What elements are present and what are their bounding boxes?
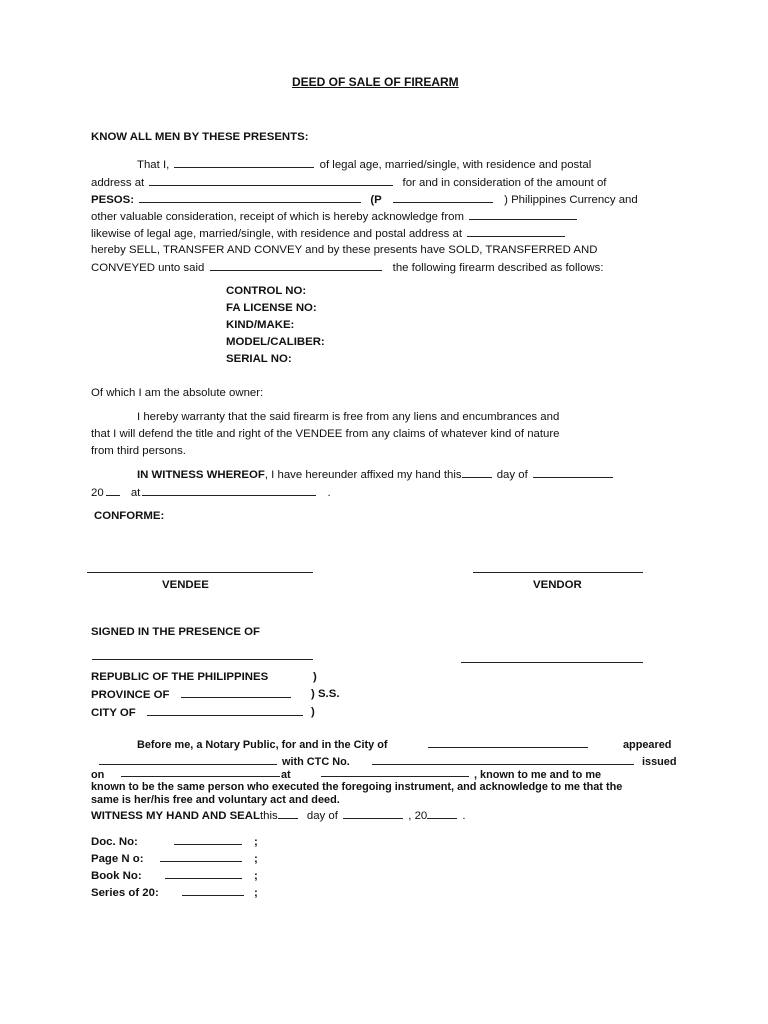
page-no-label: Page N o: bbox=[91, 853, 144, 865]
text: other valuable consideration, receipt of which is hereby acknowledge from bbox=[91, 211, 464, 223]
notary-issued: issued bbox=[642, 756, 677, 768]
notary-appeared: appeared bbox=[623, 739, 672, 751]
p1-line7 bbox=[91, 260, 604, 275]
notary-line3-end: , known to me and to me bbox=[474, 769, 602, 781]
text: . bbox=[462, 810, 466, 822]
witness-place-blank[interactable] bbox=[142, 485, 316, 496]
amount-words-blank[interactable] bbox=[139, 192, 361, 203]
text: CONVEYED unto said bbox=[91, 262, 205, 274]
series-end: ; bbox=[254, 887, 258, 899]
notary-day-blank[interactable] bbox=[278, 808, 298, 819]
witness1-signature-line[interactable] bbox=[92, 659, 313, 660]
seller-address-blank[interactable] bbox=[149, 175, 393, 186]
text: day of bbox=[496, 469, 528, 481]
book-no-end: ; bbox=[254, 870, 258, 882]
ss-label: ) S.S. bbox=[311, 688, 340, 700]
series-label: Series of 20: bbox=[91, 887, 159, 899]
conforme-label: CONFORME: bbox=[94, 510, 165, 522]
text: 20 bbox=[91, 487, 104, 499]
text: of legal age, married/single, with residence and postal bbox=[319, 159, 592, 171]
series-blank[interactable] bbox=[182, 885, 244, 896]
witness-year-blank[interactable] bbox=[106, 485, 120, 496]
book-no-blank[interactable] bbox=[165, 868, 242, 879]
province-label: PROVINCE OF bbox=[91, 689, 170, 701]
city-row bbox=[91, 705, 305, 720]
notary-witness-row bbox=[91, 808, 466, 823]
vendor-label: VENDOR bbox=[533, 579, 582, 591]
province-blank[interactable] bbox=[181, 687, 291, 698]
doc-no-blank[interactable] bbox=[174, 834, 242, 845]
book-no-label: Book No: bbox=[91, 870, 142, 882]
notary-ctc-label: with CTC No. bbox=[282, 756, 350, 768]
issued-place-blank[interactable] bbox=[321, 766, 469, 777]
text: address at bbox=[91, 177, 145, 189]
seller-name-blank[interactable] bbox=[174, 157, 314, 168]
witness-month-blank[interactable] bbox=[533, 467, 613, 478]
amount-figure-label: (P bbox=[370, 194, 382, 206]
warranty-line3: from third persons. bbox=[91, 445, 186, 457]
p1-line2 bbox=[91, 175, 606, 190]
vendee-name-blank[interactable] bbox=[210, 260, 382, 271]
republic-paren: ) bbox=[313, 671, 317, 683]
field-serial-no: SERIAL NO: bbox=[226, 353, 292, 365]
vendee-address-blank[interactable] bbox=[467, 226, 565, 237]
vendee-signature-line[interactable] bbox=[87, 572, 313, 573]
republic-label: REPUBLIC OF THE PHILIPPINES bbox=[91, 671, 269, 683]
text: likewise of legal age, married/single, with residence and postal address at bbox=[91, 228, 463, 240]
doc-no-end: ; bbox=[254, 836, 258, 848]
notary-year-blank[interactable] bbox=[427, 808, 457, 819]
text: . bbox=[327, 487, 331, 499]
witness-hand-seal: WITNESS MY HAND AND SEAL bbox=[91, 810, 260, 822]
witness2-signature-line[interactable] bbox=[461, 662, 643, 663]
witness-day-blank[interactable] bbox=[462, 467, 492, 478]
notary-line5: same is her/his free and voluntary act and deed. bbox=[91, 794, 340, 806]
notary-line1a: Before me, a Notary Public, for and in the City of bbox=[137, 739, 388, 751]
witness-line2 bbox=[91, 485, 331, 500]
field-control-no: CONTROL NO: bbox=[226, 285, 307, 297]
witness-bold: IN WITNESS WHEREOF bbox=[137, 469, 265, 481]
notary-city-blank[interactable] bbox=[428, 737, 588, 748]
field-kind-make: KIND/MAKE: bbox=[226, 319, 295, 331]
owner-line: Of which I am the absolute owner: bbox=[91, 387, 264, 399]
page-no-blank[interactable] bbox=[160, 851, 242, 862]
ctc-no-blank[interactable] bbox=[372, 754, 634, 765]
text: for and in consideration of the amount of bbox=[402, 177, 607, 189]
province-row bbox=[91, 687, 293, 702]
amount-figure-blank[interactable] bbox=[393, 192, 493, 203]
city-label: CITY OF bbox=[91, 707, 136, 719]
text: this bbox=[259, 810, 278, 822]
p1-line3 bbox=[91, 192, 638, 207]
vendor-signature-line[interactable] bbox=[473, 572, 643, 573]
p1-line1 bbox=[137, 157, 591, 172]
intro-heading: KNOW ALL MEN BY THESE PRESENTS: bbox=[91, 131, 309, 143]
field-model-caliber: MODEL/CALIBER: bbox=[226, 336, 325, 348]
field-fa-license-no: FA LICENSE NO: bbox=[226, 302, 317, 314]
text: That I, bbox=[137, 159, 170, 171]
notary-on: on bbox=[91, 769, 105, 781]
text: the following firearm described as follows: bbox=[392, 262, 604, 274]
appearer-name-blank[interactable] bbox=[99, 754, 277, 765]
p1-line4 bbox=[91, 209, 579, 224]
doc-no-label: Doc. No: bbox=[91, 836, 138, 848]
signed-presence-heading: SIGNED IN THE PRESENCE OF bbox=[91, 626, 260, 638]
page-no-end: ; bbox=[254, 853, 258, 865]
city-paren: ) bbox=[311, 706, 315, 718]
witness-line1 bbox=[137, 467, 615, 482]
warranty-line2: that I will defend the title and right of the VENDEE from any claims of whatever kind of nature bbox=[91, 428, 560, 440]
issued-date-blank[interactable] bbox=[121, 766, 280, 777]
city-blank[interactable] bbox=[147, 705, 303, 716]
text: day of bbox=[306, 810, 338, 822]
text: , 20 bbox=[408, 810, 428, 822]
notary-line4: known to be the same person who executed the foregoing instrument, and acknowledge to me that the bbox=[91, 781, 623, 793]
warranty-line1: I hereby warranty that the said firearm is free from any liens and encumbrances and bbox=[137, 411, 560, 423]
notary-month-blank[interactable] bbox=[343, 808, 403, 819]
pesos-label: PESOS: bbox=[91, 194, 135, 206]
p1-line6: hereby SELL, TRANSFER AND CONVEY and by these presents have SOLD, TRANSFERRED AND bbox=[91, 244, 598, 256]
vendee-label: VENDEE bbox=[162, 579, 209, 591]
acknowledge-from-blank[interactable] bbox=[469, 209, 577, 220]
p1-line5 bbox=[91, 226, 567, 241]
text: at bbox=[130, 487, 141, 499]
notary-at: at bbox=[281, 769, 291, 781]
document-title: DEED OF SALE OF FIREARM bbox=[292, 75, 459, 89]
text: , I have hereunder affixed my hand this bbox=[264, 469, 462, 481]
text: ) Philippines Currency and bbox=[504, 194, 638, 206]
